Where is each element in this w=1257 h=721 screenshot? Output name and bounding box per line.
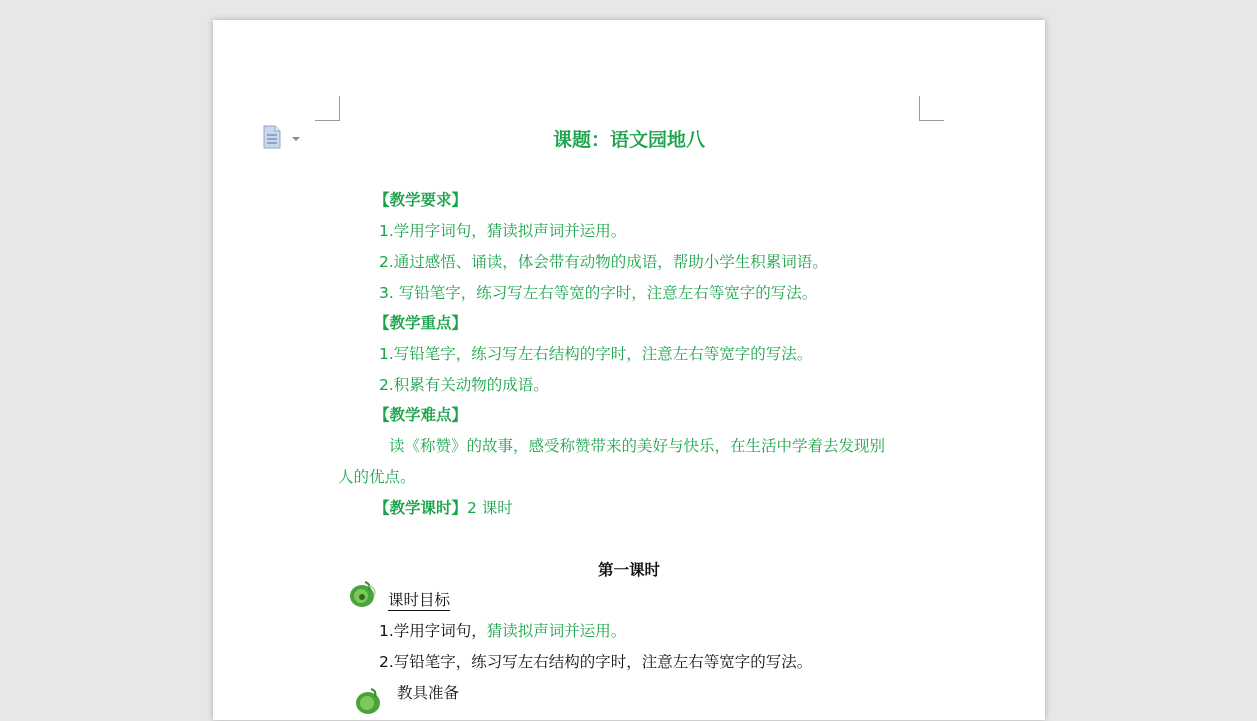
goal-item-rest: 猜读拟声词并运用。 <box>486 622 627 640</box>
key-points-heading: 【教学重点】 <box>374 313 468 332</box>
crop-mark-top-left <box>315 96 340 121</box>
hours-value: 2 课时 <box>467 499 513 517</box>
crop-mark-top-right <box>919 96 944 121</box>
lesson-heading: 第一课时 <box>597 560 660 579</box>
requirement-item: 2.通过感悟、诵读，体会带有动物的成语，帮助小学生积累词语。 <box>379 253 828 271</box>
document-page <box>213 20 1045 720</box>
document-title: 课题：语文园地八 <box>552 129 705 151</box>
difficulties-text-line2: 人的优点。 <box>338 468 416 486</box>
hours-heading: 【教学课时】 <box>374 498 468 517</box>
key-point-item: 1.写铅笔字，练习写左右结构的字时，注意左右等宽字的写法。 <box>379 345 813 363</box>
key-point-item: 2.积累有关动物的成语。 <box>379 376 549 394</box>
hours-line <box>374 497 513 519</box>
prep-label: 教具准备 <box>397 684 460 702</box>
goal-item-prefix: 1.学用字词句， <box>379 622 487 640</box>
leaf-icon <box>347 578 379 610</box>
goal-label <box>388 589 450 611</box>
goal-item <box>379 620 626 642</box>
requirement-item: 1.学用字词句，猜读拟声词并运用。 <box>379 222 627 240</box>
leaf-icon <box>353 685 385 717</box>
goal-label-text: 课时目标 <box>388 591 451 609</box>
difficulties-heading: 【教学难点】 <box>374 405 468 424</box>
difficulties-text-line1: 读《称赞》的故事，感受称赞带来的美好与快乐，在生活中学着去发现别 <box>389 437 886 455</box>
requirements-heading: 【教学要求】 <box>374 190 468 209</box>
goal-item: 2.写铅笔字，练习写左右结构的字时，注意左右等宽字的写法。 <box>379 653 813 671</box>
requirement-item: 3. 写铅笔字，练习写左右等宽的字时，注意左右等宽字的写法。 <box>379 284 818 302</box>
